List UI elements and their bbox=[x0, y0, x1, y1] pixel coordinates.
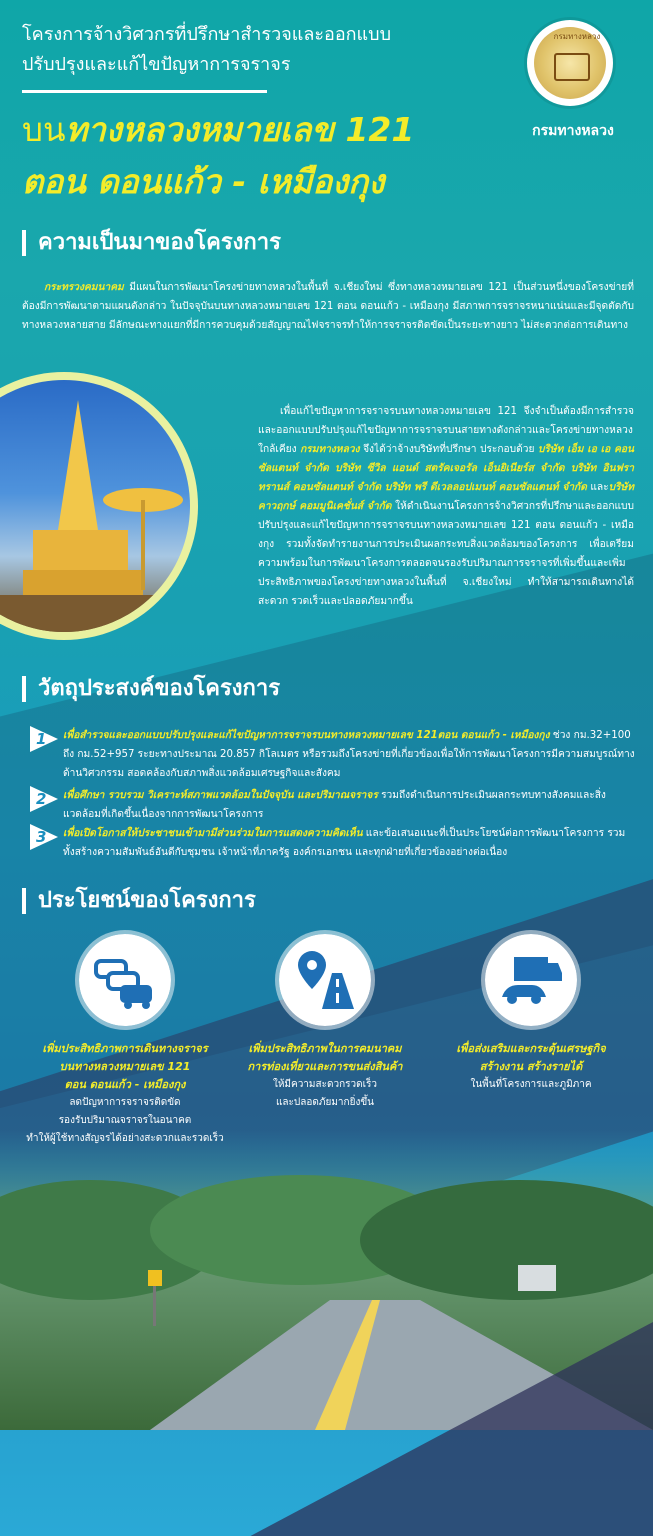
logo-caption: กรมทางหลวง bbox=[532, 123, 614, 139]
truck-car-icon bbox=[481, 930, 581, 1030]
objective-number: 2 bbox=[36, 790, 47, 808]
benefit-heading bbox=[220, 1040, 430, 1076]
route-section: ตอน ดอนแก้ว - เหมืองกุง bbox=[22, 162, 385, 201]
objective-text bbox=[63, 786, 636, 824]
logo-emblem-icon bbox=[554, 53, 590, 81]
benefit-heading-line: เพิ่มประสิทธิภาพการเดินทางจราจร bbox=[42, 1042, 208, 1055]
benefit-heading-line: บนทางหลวงหมายเลข 121 bbox=[59, 1060, 191, 1073]
objective-text bbox=[63, 726, 636, 783]
benefit-heading-line: การท่องเที่ยวและการขนส่งสินค้า bbox=[247, 1060, 403, 1073]
benefit-description bbox=[426, 1076, 636, 1094]
logo-ring-text: กรมทางหลวง bbox=[553, 32, 601, 41]
benefit-heading-line: ตอน ดอนแก้ว - เหมืองกุง bbox=[64, 1078, 186, 1091]
benefit-description bbox=[20, 1094, 230, 1148]
header-title-line1: โครงการจ้างวิศวกรที่ปรึกษาสำรวจและออกแบบ bbox=[22, 24, 392, 45]
objective-detail: รวมถึงดำเนินการประเมินผลกระทบทางสังคมและสิ่งแวดล้อมที่เกิดขึ้นเนื่องจากการพัฒนาโครงการ bbox=[63, 790, 606, 820]
benefit-description bbox=[220, 1076, 430, 1112]
logo-seal bbox=[534, 27, 606, 99]
objective-item bbox=[30, 726, 636, 783]
consultants-list: บริษัท เอ็ม เอ เอ คอนซัลแตนท์ จำกัด บริษัท ซีวิล แอนด์ สตรัคเจอรัล เอ็นยิเนียร์ส จำกัด บริษัท อินฟราทรานส์ คอนซัลแตนท์ จำกัด บริษัท พรี ดีเวลลอปเมนท์ คอนซัลแตนท์ จำกัด bbox=[258, 444, 634, 493]
objective-item bbox=[30, 824, 636, 862]
benefit-item bbox=[426, 930, 636, 1094]
background-section-title: ความเป็นมาของโครงการ bbox=[22, 230, 281, 256]
benefit-heading-line: เพิ่มประสิทธิภาพในการคมนาคม bbox=[248, 1042, 402, 1055]
department-name: กรมทางหลวง bbox=[300, 444, 360, 455]
benefit-heading-line: สร้างงาน สร้างรายได้ bbox=[479, 1060, 583, 1073]
benefit-heading-line: เพื่อส่งเสริมและกระตุ้นเศรษฐกิจ bbox=[456, 1042, 606, 1055]
background-paragraph-1 bbox=[22, 278, 634, 335]
benefit-description-line: ในพื้นที่โครงการและภูมิภาค bbox=[470, 1079, 592, 1090]
objective-highlight: เพื่อสำรวจและออกแบบปรับปรุงและแก้ไขปัญหาการจราจรบนทางหลวงหมายเลข 121ตอน ดอนแก้ว - เหมืองกุง bbox=[63, 730, 550, 741]
benefit-description-line: ทำให้ผู้ใช้ทางสัญจรได้อย่างสะดวกและรวดเร็ว bbox=[26, 1133, 224, 1144]
benefit-description-line: ให้มีความสะดวกรวดเร็ว bbox=[272, 1079, 378, 1090]
benefit-item bbox=[220, 930, 430, 1112]
objective-detail: ช่วง กม.32+100 ถึง กม.52+957 ระยะทางประมาณ 20.857 กิโลเมตร หรือรวมถึงโครงข่ายที่เกี่ยวข้องเพื่อให้การพัฒนาโครงการมีความสมบูรณ์ทางด้านวิศวกรรม สอดคล้องกับสภาพสิ่งแวดล้อมเศรษฐกิจและสังคม bbox=[63, 730, 635, 779]
traffic-cars-icon bbox=[75, 930, 175, 1030]
background-text-1: มีแผนในการพัฒนาโครงข่ายทางหลวงในพื้นที่ จ.เชียงใหม่ ซึ่งทางหลวงหมายเลข 121 เป็นส่วนหนึ่งของโครงข่ายที่ต้องมีการพัฒนาตามแผนดังกล่าว ในปัจจุบันบนทางหลวงหมายเลข 121 ตอน ดอนแก้ว - เหมืองกุง มีสภาพการจราจรหนาแน่นและมีจุดตัดกับทางหลวงหลายสาย มีลักษณะทางแยกที่มีการควบคุมด้วยสัญญาณไฟจราจรทำให้การจราจรติดขัดเป็นระยะทางยาว ไม่สะดวกต่อการเดินทาง bbox=[22, 282, 634, 331]
background-paragraph-2 bbox=[258, 402, 634, 611]
header-title-line2: ปรับปรุงและแก้ไขปัญหาการจราจร bbox=[22, 54, 291, 75]
benefit-description-line: และปลอดภัยมากยิ่งขึ้น bbox=[275, 1097, 375, 1108]
objective-number: 1 bbox=[36, 730, 47, 748]
project-route-title bbox=[22, 104, 542, 208]
objective-highlight: เพื่อเปิดโอกาสให้ประชาชนเข้ามามีส่วนร่วมในการแสดงความคิดเห็น bbox=[63, 828, 363, 839]
benefit-description-line: ลดปัญหาการจราจรติดขัด bbox=[69, 1097, 181, 1108]
route-prefix: บน bbox=[22, 110, 66, 149]
background-text-2d: ให้ดำเนินงานโครงการจ้างวิศวกรที่ปรึกษาและออกแบบปรับปรุงและแก้ไขปัญหาการจราจรบนทางหลวงหมายเลข 121 ตอน ดอนแก้ว - เหมืองกุง รวมทั้งจัดทำรายงานการประเมินผลกระทบสิ่งแวดล้อมของโครงการ เพื่อเตรียมความพร้อมในการพัฒนาโครงการตลอดจนรองรับปริมาณการจราจรที่เพิ่มขึ้นและเพิ่มประสิทธิภาพของโครงข่ายทางหลวงในพื้นที่ จ.เชียงใหม่ ทำให้สามารถเดินทางได้สะดวก รวดเร็วและปลอดภัยมากขึ้น bbox=[258, 501, 634, 607]
objectives-section-title: วัตถุประสงค์ของโครงการ bbox=[22, 676, 280, 702]
background-text-2c: และ bbox=[586, 482, 609, 493]
benefit-heading bbox=[20, 1040, 230, 1094]
objective-text bbox=[63, 824, 636, 862]
header-divider bbox=[22, 90, 267, 93]
header-title bbox=[22, 20, 512, 80]
background-text-2a: เพื่อแก้ไขปัญหาการจราจรบนทางหลวงหมายเลข 121 จึงจำเป็นต้องมีการสำรวจและออกแบบปรับปรุงแก้ไขปัญหาการจราจรบนสายทางดังกล่าวและโครงข่ายทางหลวงใกล้เคียง bbox=[258, 406, 634, 455]
map-pin-road-icon bbox=[275, 930, 375, 1030]
benefit-description-line: รองรับปริมาณจราจรในอนาคต bbox=[58, 1115, 192, 1126]
route-highway: ทางหลวงหมายเลข 121 bbox=[65, 110, 415, 149]
objective-number: 3 bbox=[36, 828, 47, 846]
ministry-name: กระทรวงคมนาคม bbox=[44, 282, 124, 293]
background-text-2b: จึงได้ว่าจ้างบริษัทที่ปรึกษา ประกอบด้วย bbox=[359, 444, 538, 455]
objective-detail: และข้อเสนอแนะที่เป็นประโยชน์ต่อการพัฒนาโครงการ รวมทั้งสร้างความสัมพันธ์อันดีกับชุมชน เจ้าหน้าที่ภาครัฐ องค์กรเอกชน และทุกฝ่ายที่เกี่ยวข้องอย่างต่อเนื่อง bbox=[63, 828, 626, 858]
benefit-heading bbox=[426, 1040, 636, 1076]
benefit-item bbox=[20, 930, 230, 1148]
objective-highlight: เพื่อศึกษา รวบรวม วิเคราะห์สภาพแวดล้อมในปัจจุบัน และปริมาณจราจร bbox=[63, 790, 378, 801]
objective-item bbox=[30, 786, 636, 824]
benefits-section-title: ประโยชน์ของโครงการ bbox=[22, 888, 256, 914]
department-of-highways-logo bbox=[527, 20, 613, 106]
pr-consultant: บริษัท คาวฤกษ์ คอมมูนิเคชั่นส์ จำกัด bbox=[258, 482, 634, 512]
